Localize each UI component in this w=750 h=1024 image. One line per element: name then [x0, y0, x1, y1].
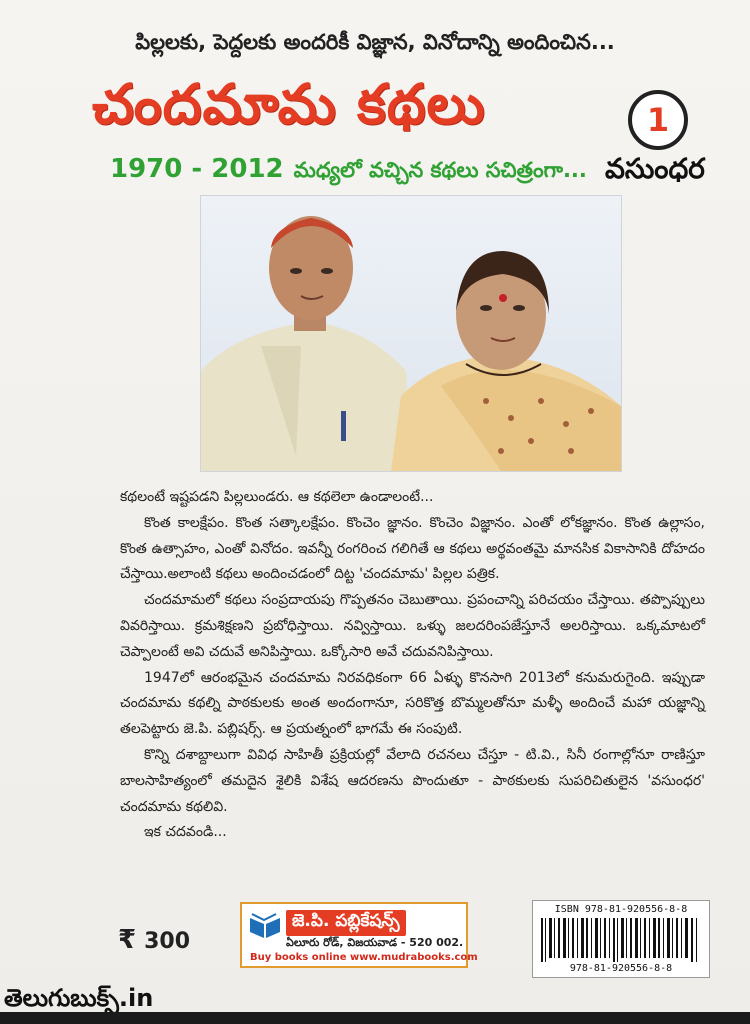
price-value: 300 [144, 929, 191, 954]
blurb-paragraph: కొన్ని దశాబ్దాలుగా వివిధ సాహితీ ప్రక్రియల్లో వేలాది రచనలు చేస్తూ - టి.వి., సినీ రంగాల్లోనూ రాణిస్తూ బాలసాహిత్యంలో తమదైన శైలికి విశేష ఆదరణను పొందుతూ - పాఠకులకు సుపరిచితులైన 'వసుంధర' చందమామ కథలివి. [120, 746, 705, 815]
rupee-icon: ₹ [118, 925, 137, 955]
publisher-address: ఏలూరు రోడ్, విజయవాడ - 520 002. [286, 936, 464, 949]
blurb-paragraph: చందమామలో కథలు సంప్రదాయపు గొప్పతనం చెబుతాయి. ప్రపంచాన్ని పరిచయం చేస్తాయి. తప్పొప్పులు వివరిస్తాయి. క్రమశిక్షణని ప్రబోధిస్తాయి. నవ్విస్తాయి. ఒళ్ళు జలదరింపజేస్తూనే అలరిస్తాయి. ఒక్కమాటలో చెప్పాలంటే అవి చదువే అనిపిస్తాయి. ఒక్కోసారి అవే చదువనిపిస్తాయి. [120, 592, 705, 660]
tagline: పిల్లలకు, పెద్దలకు అందరికీ విజ్ఞాన, వినోదాన్ని అందించిన... [135, 30, 615, 54]
price [118, 925, 190, 955]
subtitle [110, 154, 587, 188]
publisher-name: జె.పి. పబ్లికేషన్స్ [286, 910, 406, 936]
volume-badge: 1 [628, 90, 688, 150]
author-photo-illustration [201, 196, 621, 471]
publisher-book-icon [248, 910, 282, 940]
publisher-website[interactable]: Buy books online www.mudrabooks.com [250, 952, 478, 963]
blurb-paragraph: కొంత కాలక్షేపం. కొంత సత్కాలక్షేపం. కొంచెం జ్ఞానం. కొంచెం విజ్ఞానం. ఎంతో లోకజ్ఞానం. కొంత ఉల్లాసం, కొంత ఉత్సాహం, ఎంతో వినోదం. ఇవన్నీ రంగరించ గలిగితే ఆ కథలు అర్థవంతమై మానసిక వికాసానికి దోహదం చేస్తాయి.అలాంటి కథలు అందించడంలో దిట్ట 'చందమామ' పిల్లల పత్రిక. [120, 514, 705, 583]
isbn-barcode [532, 900, 710, 978]
blurb-paragraph: ఇక చదవండి... [144, 824, 227, 841]
subtitle-text: మధ్యలో వచ్చిన కథలు సచిత్రంగా... [293, 158, 587, 182]
blurb [120, 485, 705, 846]
isbn-number: 978-81-920556-8-8 [569, 963, 673, 974]
book-title: చందమామ కథలు [92, 72, 486, 136]
blurb-paragraph: కథలంటే ఇష్టపడని పిల్లలుండరు. ఆ కథలెలా ఉండాలంటే... [120, 489, 434, 505]
blurb-paragraph: 1947లో ఆరంభమైన చందమామ నిరవధికంగా 66 ఏళ్ళు కొనసాగి 2013లో కనుమరుగైంది. ఇప్పుడా చందమామ కథల్ని పాఠకులకు అంత అందంగానూ, సరికొత్త బొమ్మలతోనూ మళ్ళీ అందించే మహా యజ్ఞాన్ని తలపెట్టారు జె.పి. పబ్లిషర్స్. ఆ ప్రయత్నంలో భాగమే ఈ సంపుటి. [120, 669, 705, 738]
site-watermark: తెలుగుబుక్స్.in [4, 984, 154, 1012]
years-range: 1970 - 2012 [110, 154, 284, 184]
barcode-icon [541, 918, 701, 962]
isbn-label: ISBN 978-81-920556-8-8 [554, 904, 688, 915]
publisher-box [240, 902, 478, 968]
bottom-edge [0, 1012, 750, 1024]
author-photo [200, 195, 622, 472]
author-name: వసుంధర [605, 152, 705, 185]
